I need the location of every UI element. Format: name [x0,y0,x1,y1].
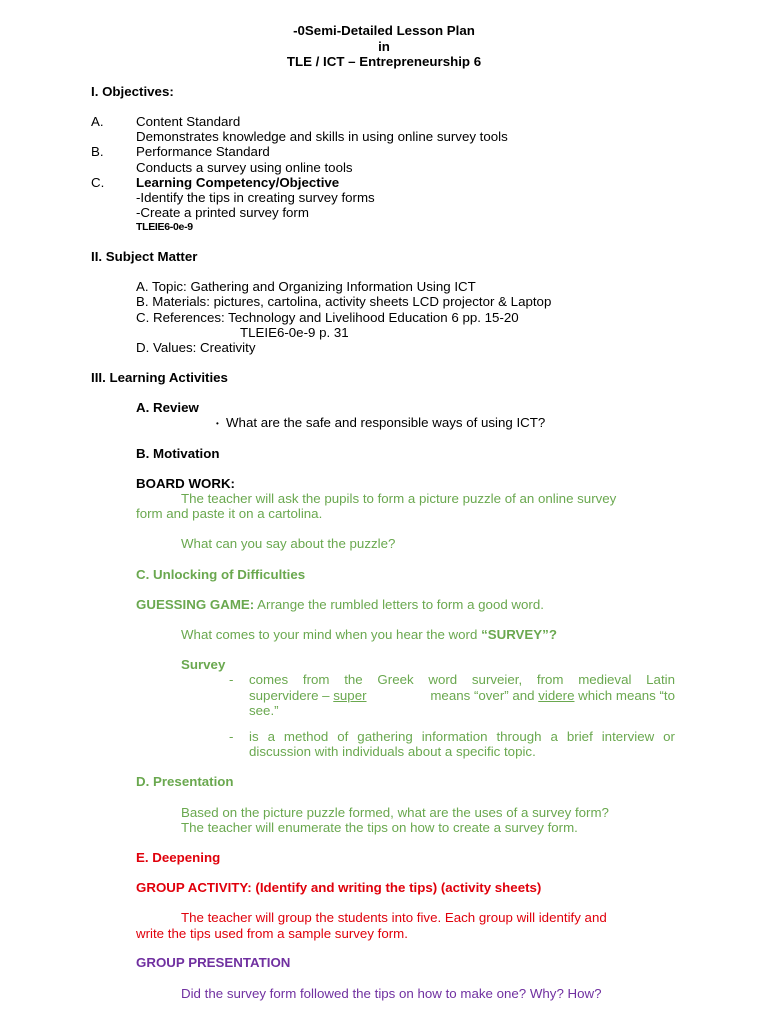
bullet-icon: • [216,419,219,428]
definition-1-part-b [427,688,675,703]
group-presentation-question: Did the survey form followed the tips on how to make one? Why? How? [181,986,602,1001]
presentation-line2: The teacher will enumerate the tips on how to create a survey form. [181,820,578,835]
subject-materials: B. Materials: pictures, cartolina, activity sheets LCD projector & Laptop [136,294,552,309]
guessing-game-text: Arrange the rumbled letters to form a good word. [254,597,544,612]
deepening-heading: E. Deepening [136,850,221,865]
puzzle-question: What can you say about the puzzle? [181,536,396,551]
board-work-line1: The teacher will ask the pupils to form a picture puzzle of an online survey [181,491,617,506]
document-subject-title: TLE / ICT – Entrepreneurship 6 [286,54,482,69]
definition-1-dash: - [229,672,234,687]
definition-1-means-over: means “over” and [426,688,539,703]
subject-values: D. Values: Creativity [136,340,256,355]
review-question: What are the safe and responsible ways of using ICT? [226,415,546,430]
objectives-heading: I. Objectives: [91,84,174,99]
definition-1-which-means: which means “to [574,688,675,703]
subject-references: C. References: Technology and Livelihood Education 6 pp. 15-20 [136,310,519,325]
unlocking-heading: C. Unlocking of Difficulties [136,567,306,582]
subject-matter-heading: II. Subject Matter [91,249,198,264]
competency-code: TLEIE6-0e-9 [136,221,193,233]
subject-references-code: TLEIE6-0e-9 p. 31 [240,325,349,340]
definition-2-dash: - [229,729,234,744]
objective-c-line2: -Create a printed survey form [136,205,309,220]
motivation-heading: B. Motivation [136,446,220,461]
objective-a-letter: A. [91,114,104,129]
guessing-game-label: GUESSING GAME: [136,597,255,612]
objective-c-title: Learning Competency/Objective [136,175,340,190]
objective-b-letter: B. [91,144,104,159]
group-activity-line1: The teacher will group the students into five. Each group will identify and [181,910,607,925]
learning-activities-heading: III. Learning Activities [91,370,228,385]
review-heading: A. Review [136,400,199,415]
board-work-heading: BOARD WORK: [136,476,235,491]
objective-a-text: Demonstrates knowledge and skills in using online survey tools [136,129,508,144]
definition-2-line1: is a method of gathering information through a brief interview or [249,729,675,744]
presentation-line1: Based on the picture puzzle formed, what are the uses of a survey form? [181,805,609,820]
survey-term-heading: Survey [181,657,226,672]
objective-c-line1: -Identify the tips in creating survey forms [136,190,375,205]
group-presentation-heading: GROUP PRESENTATION [136,955,291,970]
objective-b-title: Performance Standard [136,144,270,159]
board-work-line2: form and paste it on a cartolina. [136,506,323,521]
definition-1-line1: comes from the Greek word surveier, from medieval Latin [249,672,675,687]
definition-2-line2: discussion with individuals about a specific topic. [249,744,536,759]
definition-1-supervidere: supervidere – [249,688,334,703]
definition-1-super: super [333,688,367,703]
definition-1-line2 [249,688,675,703]
survey-question-text: What comes to your mind when you hear the word [181,627,482,642]
subject-topic: A. Topic: Gathering and Organizing Information Using ICT [136,279,476,294]
survey-question-word: “SURVEY”? [481,627,557,642]
presentation-heading: D. Presentation [136,774,234,789]
definition-1-line3: see.” [249,703,279,718]
guessing-game [136,597,544,612]
document-title: -0Semi-Detailed Lesson Plan [293,23,475,38]
group-activity-line2: write the tips used from a sample survey form. [136,926,408,941]
document-title-in: in [378,39,390,54]
definition-1-part-a [249,688,367,703]
definition-1-videre: videre [538,688,575,703]
survey-question [181,627,557,642]
objective-a-title: Content Standard [136,114,241,129]
group-activity-heading: GROUP ACTIVITY: (Identify and writing the tips) (activity sheets) [136,880,542,895]
objective-b-text: Conducts a survey using online tools [136,160,353,175]
objective-c-letter: C. [91,175,105,190]
